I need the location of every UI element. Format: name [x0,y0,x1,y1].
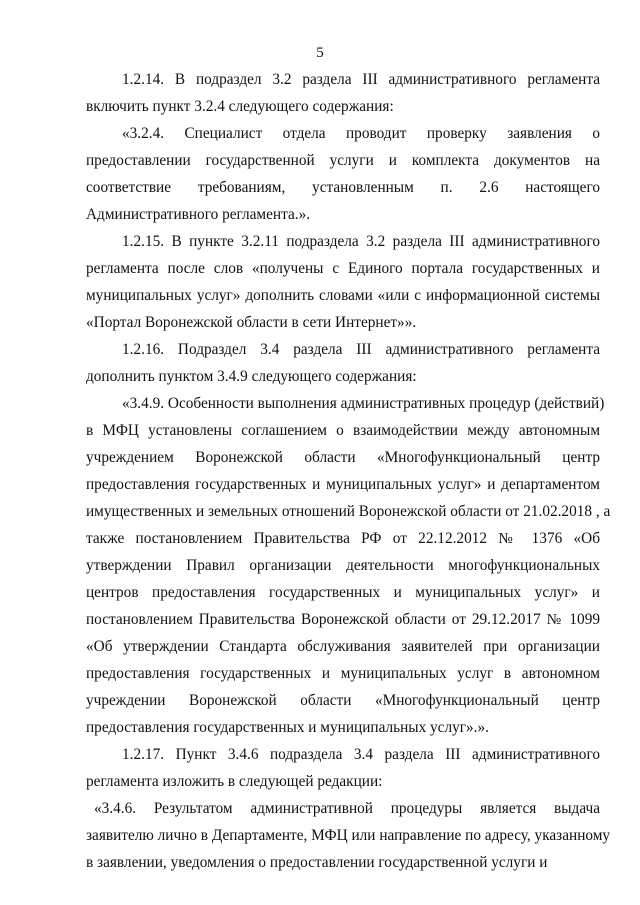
paragraph-p-3-2-4 [86,120,600,228]
text-line: 1.2.17. Пункт 3.4.6 подраздела 3.4 раздела III административного [122,746,600,763]
text-line: центров предоставления государственных и муниципальных услуг» и [86,584,600,601]
document-body [86,66,611,876]
text-line: постановлением Правительства Воронежской области от 29.12.2017 № 1099 [86,611,600,628]
text-line: муниципальных услуг» дополнить словами «или с информационной системы [86,287,600,304]
text-line: дополнить пунктом 3.4.9 следующего содержания: [86,368,417,385]
paragraph-p-1-2-15 [86,228,600,336]
text-line: предоставления государственных и муниципальных услуг в автономном [86,665,600,682]
text-line: «3.2.4. Специалист отдела проводит проверку заявления о [122,125,600,142]
paragraph-p-3-4-9 [86,390,611,741]
text-line: в МФЦ установлены соглашением о взаимодействии между автономным [86,422,600,439]
text-line: также постановлением Правительства РФ от 22.12.2012 № 1376 «Об [86,530,600,547]
text-line: 1.2.15. В пункте 3.2.11 подраздела 3.2 раздела III административного [122,233,600,250]
text-line: «Портал Воронежской области в сети Интернет»». [86,314,417,331]
text-line: учреждением Воронежской области «Многофункциональный центр [86,449,600,466]
paragraph-p-1-2-14 [86,66,600,120]
text-line: 1.2.14. В подраздел 3.2 раздела III административного регламента [122,71,600,88]
text-line: «Об утверждении Стандарта обслуживания заявителей при организации [86,638,600,655]
text-line: в заявлении, уведомления о предоставлении государственной услуги и [86,854,548,871]
text-line: регламента после слов «получены с Единого портала государственных и [86,260,600,277]
text-line: соответствие требованиям, установленным п. 2.6 настоящего [86,179,600,196]
text-line: предоставлении государственной услуги и комплекта документов на [86,152,600,169]
text-line: регламента изложить в следующей редакции: [86,773,383,790]
paragraph-p-1-2-17 [86,741,600,795]
text-line: предоставления государственных и муниципальных услуг».». [86,719,489,736]
text-line: Административного регламента.». [86,206,311,223]
text-line: включить пункт 3.2.4 следующего содержания: [86,98,394,115]
text-line: имущественных и земельных отношений Воронежской области от 21.02.2018 , а [86,503,611,520]
text-line: предоставления государственных и муниципальных услуг» и департаментом [86,476,600,493]
text-line: «3.4.6. Результатом административной процедуры является выдача [94,800,600,817]
text-line: утверждении Правил организации деятельности многофункциональных [86,557,600,574]
paragraph-p-3-4-6 [86,795,611,876]
text-line: «3.4.9. Особенности выполнения административных процедур (действий) [122,395,605,412]
text-line: заявителю лично в Департаменте, МФЦ или направление по адресу, указанному [86,827,611,844]
text-line: учреждении Воронежской области «Многофункциональный центр [86,692,600,709]
paragraph-p-1-2-16 [86,336,600,390]
text-line: 1.2.16. Подраздел 3.4 раздела III административного регламента [122,341,600,358]
page-number: 5 [316,45,324,61]
